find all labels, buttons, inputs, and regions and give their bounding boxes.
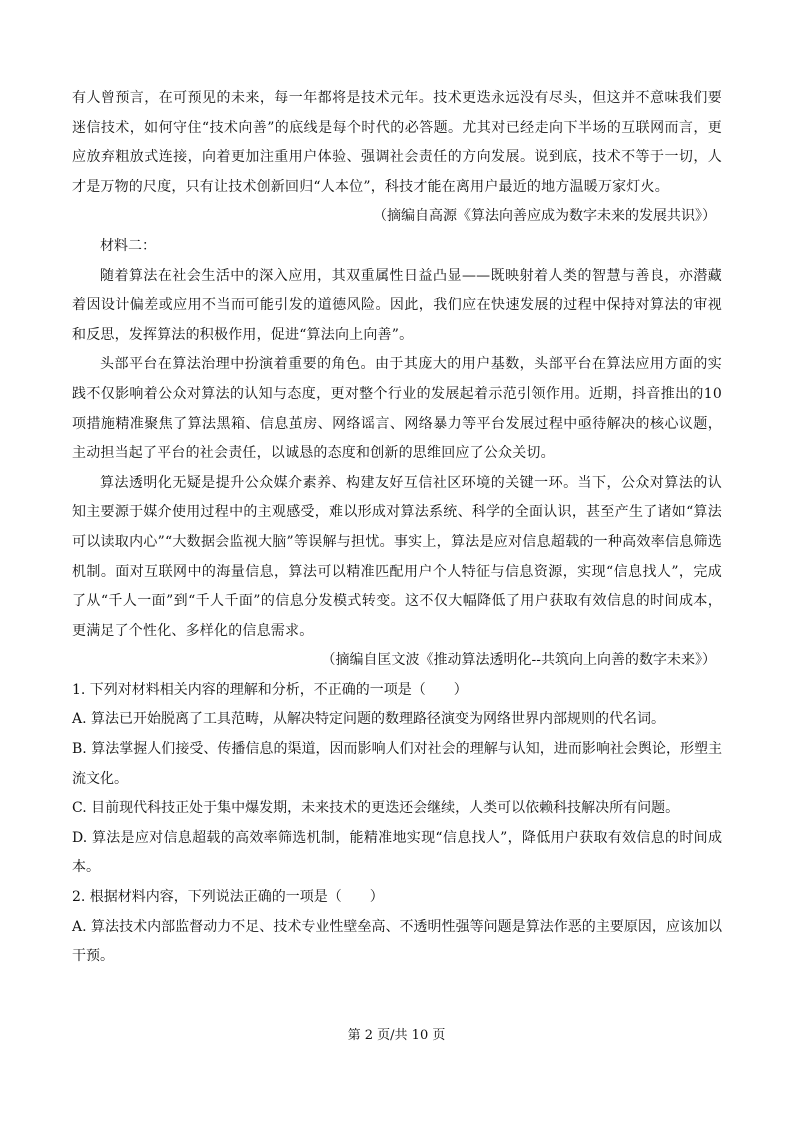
material2-paragraph-2: 头部平台在算法治理中扮演着重要的角色。由于其庞大的用户基数，头部平台在算法应用方面的实践不仅影响着公众对算法的认知与态度，更对整个行业的发展起着示范引领作用。近期，抖音推出的10项措施精准聚焦了算法黑箱、信息茧房、网络谣言、网络暴力等平台发展过程中亟待解决的核心议题，主动担当起了平台的社会责任，以诚恳的态度和创新的思维回应了公众关切。 [72,356,722,462]
material2-source: （摘编自匡文波《推动算法透明化--共筑向上向善的数字未来》） [321,652,716,669]
material2-label: 材料二： [100,237,156,254]
material1-source: （摘编自高源《算法向善应成为数字未来的发展共识》） [373,208,716,225]
question-1-option-a: A. 算法已开始脱离了工具范畴，从解决特定问题的数理路径演变为网络世界内部规则的代名词。 [72,711,666,728]
document-page [72,84,722,972]
question-1-option-b: B. 算法掌握人们接受、传播信息的渠道，因而影响人们对社会的理解与认知，进而影响社会舆论，形塑主流文化。 [72,741,722,787]
material2-paragraph-3: 算法透明化无疑是提升公众媒介素养、构建友好互信社区环境的关键一环。当下，公众对算法的认知主要源于媒介使用过程中的主观感受，难以形成对算法系统、科学的全面认识，甚至产生了诸如“算法可以读取内心”“大数据会监视大脑”等误解与担忧。事实上，算法是应对信息超载的一种高效率信息筛选机制。面对互联网中的海量信息，算法可以精准匹配用户个人特征与信息资源，实现“信息找人”，完成了从“千人一面”到“千人千面”的信息分发模式转变。这不仅大幅降低了用户获取有效信息的时间成本，更满足了个性化、多样化的信息需求。 [72,474,722,639]
material1-paragraph: 有人曾预言，在可预见的未来，每一年都将是技术元年。技术更迭永远没有尽头，但这并不意味我们要迷信技术，如何守住“技术向善”的底线是每个时代的必答题。尤其对已经走向下半场的互联网而言，更应放弃粗放式连接，向着更加注重用户体验、强调社会责任的方向发展。说到底，技术不等于一切，人才是万物的尺度，只有让技术创新回归“人本位”，科技才能在离用户最近的地方温暖万家灯火。 [72,90,722,195]
question-1-stem: 1. 下列对材料相关内容的理解和分析，不正确的一项是（ ） [72,681,468,698]
question-1-option-c: C. 目前现代科技正处于集中爆发期，未来技术的更迭还会继续，人类可以依赖科技解决所有问题。 [72,800,680,817]
question-2-stem: 2. 根据材料内容，下列说法正确的一项是（ ） [72,889,384,906]
material2-paragraph-1: 随着算法在社会生活中的深入应用，其双重属性日益凸显——既映射着人类的智慧与善良，亦潜藏着因设计偏差或应用不当而可能引发的道德风险。因此，我们应在快速发展的过程中保持对算法的审视和反思，发挥算法的积极作用，促进“算法向上向善”。 [72,267,722,343]
question-1-option-d: D. 算法是应对信息超载的高效率筛选机制，能精准地实现“信息找人”，降低用户获取有效信息的时间成本。 [72,829,722,876]
page-footer: 第 2 页/共 10 页 [347,1028,446,1043]
question-2-option-a: A. 算法技术内部监督动力不足、技术专业性壁垒高、不透明性强等问题是算法作恶的主要原因，应该加以干预。 [72,918,722,965]
